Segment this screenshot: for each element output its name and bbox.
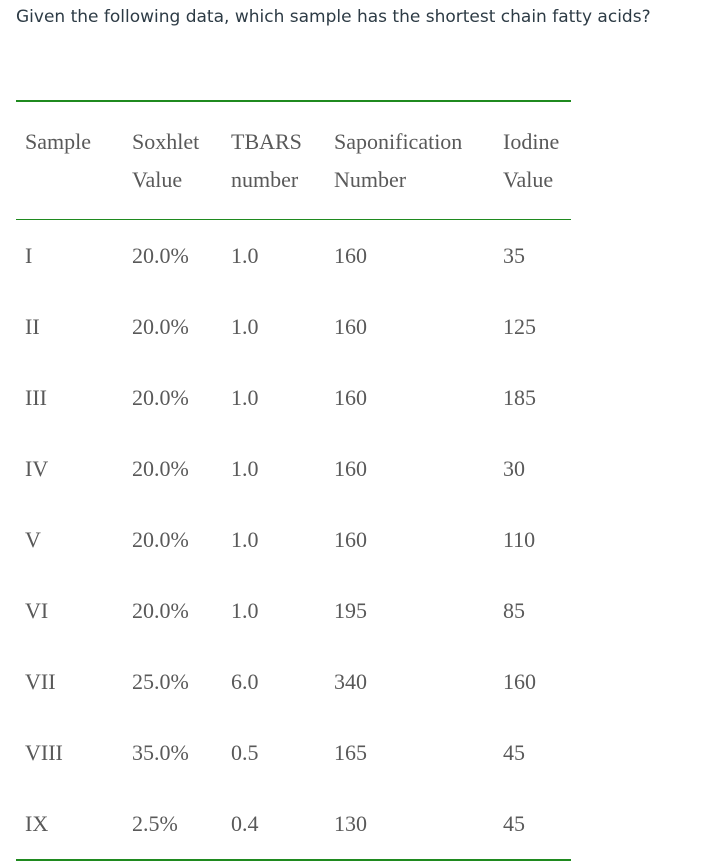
cell-iodine-value: 125 bbox=[503, 313, 536, 339]
table-row bbox=[16, 788, 571, 860]
header-tbars-number bbox=[231, 101, 334, 220]
cell-tbars-number: 0.4 bbox=[231, 810, 259, 836]
header-iodine-line1: Iodine bbox=[503, 129, 560, 154]
header-tbars-line1: TBARS bbox=[231, 129, 302, 154]
cell-iodine-value: 160 bbox=[503, 668, 536, 694]
cell-soxhlet-value: 2.5% bbox=[132, 810, 178, 836]
cell-sample: III bbox=[25, 384, 47, 410]
table-row bbox=[16, 362, 571, 433]
cell-iodine-value: 110 bbox=[503, 526, 536, 552]
table-row bbox=[16, 291, 571, 362]
header-sample-line1: Sample bbox=[25, 129, 91, 154]
table-row bbox=[16, 433, 571, 504]
cell-iodine-value: 45 bbox=[503, 810, 525, 836]
header-saponification-number bbox=[334, 101, 503, 220]
header-iodine-value bbox=[503, 101, 571, 220]
cell-sample: IV bbox=[25, 455, 49, 481]
cell-soxhlet-value: 20.0% bbox=[132, 313, 189, 339]
cell-soxhlet-value: 20.0% bbox=[132, 455, 189, 481]
cell-sample: V bbox=[25, 526, 41, 552]
cell-saponification-number: 160 bbox=[334, 455, 367, 481]
cell-soxhlet-value: 20.0% bbox=[132, 242, 189, 268]
cell-tbars-number: 1.0 bbox=[231, 384, 259, 410]
cell-saponification-number: 195 bbox=[334, 597, 367, 623]
cell-iodine-value: 35 bbox=[503, 242, 525, 268]
cell-tbars-number: 1.0 bbox=[231, 242, 259, 268]
cell-saponification-number: 160 bbox=[334, 526, 367, 552]
cell-sample: I bbox=[25, 242, 33, 268]
cell-tbars-number: 1.0 bbox=[231, 455, 259, 481]
cell-sample: IX bbox=[25, 810, 49, 836]
header-soxhlet-line2: Value bbox=[132, 167, 183, 192]
cell-tbars-number: 1.0 bbox=[231, 597, 259, 623]
cell-iodine-value: 45 bbox=[503, 739, 525, 765]
header-sample bbox=[16, 101, 132, 220]
cell-saponification-number: 165 bbox=[334, 739, 367, 765]
header-soxhlet-line1: Soxhlet bbox=[132, 129, 200, 154]
header-row bbox=[16, 101, 571, 220]
cell-saponification-number: 160 bbox=[334, 384, 367, 410]
cell-sample: VIII bbox=[25, 739, 63, 765]
cell-tbars-number: 6.0 bbox=[231, 668, 259, 694]
cell-tbars-number: 0.5 bbox=[231, 739, 259, 765]
cell-iodine-value: 185 bbox=[503, 384, 536, 410]
header-saponification-line2: Number bbox=[334, 167, 407, 192]
cell-iodine-value: 85 bbox=[503, 597, 525, 623]
table-header bbox=[16, 101, 571, 220]
header-iodine-line2: Value bbox=[503, 167, 554, 192]
table-row bbox=[16, 646, 571, 717]
cell-saponification-number: 340 bbox=[334, 668, 367, 694]
cell-soxhlet-value: 20.0% bbox=[132, 597, 189, 623]
cell-soxhlet-value: 35.0% bbox=[132, 739, 189, 765]
cell-saponification-number: 160 bbox=[334, 313, 367, 339]
table-row bbox=[16, 220, 571, 292]
cell-sample: VII bbox=[25, 668, 56, 694]
table-body bbox=[16, 220, 571, 861]
data-table bbox=[16, 100, 571, 861]
header-tbars-line2: number bbox=[231, 167, 299, 192]
cell-tbars-number: 1.0 bbox=[231, 313, 259, 339]
cell-iodine-value: 30 bbox=[503, 455, 525, 481]
question-text: Given the following data, which sample has the shortest chain fatty acids? bbox=[16, 7, 651, 27]
cell-saponification-number: 160 bbox=[334, 242, 367, 268]
header-saponification-line1: Saponification bbox=[334, 129, 463, 154]
cell-soxhlet-value: 25.0% bbox=[132, 668, 189, 694]
header-soxhlet-value bbox=[132, 101, 231, 220]
cell-saponification-number: 130 bbox=[334, 810, 367, 836]
cell-sample: II bbox=[25, 313, 40, 339]
cell-soxhlet-value: 20.0% bbox=[132, 526, 189, 552]
cell-sample: VI bbox=[25, 597, 49, 623]
cell-tbars-number: 1.0 bbox=[231, 526, 259, 552]
table-row bbox=[16, 504, 571, 575]
table-row bbox=[16, 717, 571, 788]
cell-soxhlet-value: 20.0% bbox=[132, 384, 189, 410]
table-row bbox=[16, 575, 571, 646]
